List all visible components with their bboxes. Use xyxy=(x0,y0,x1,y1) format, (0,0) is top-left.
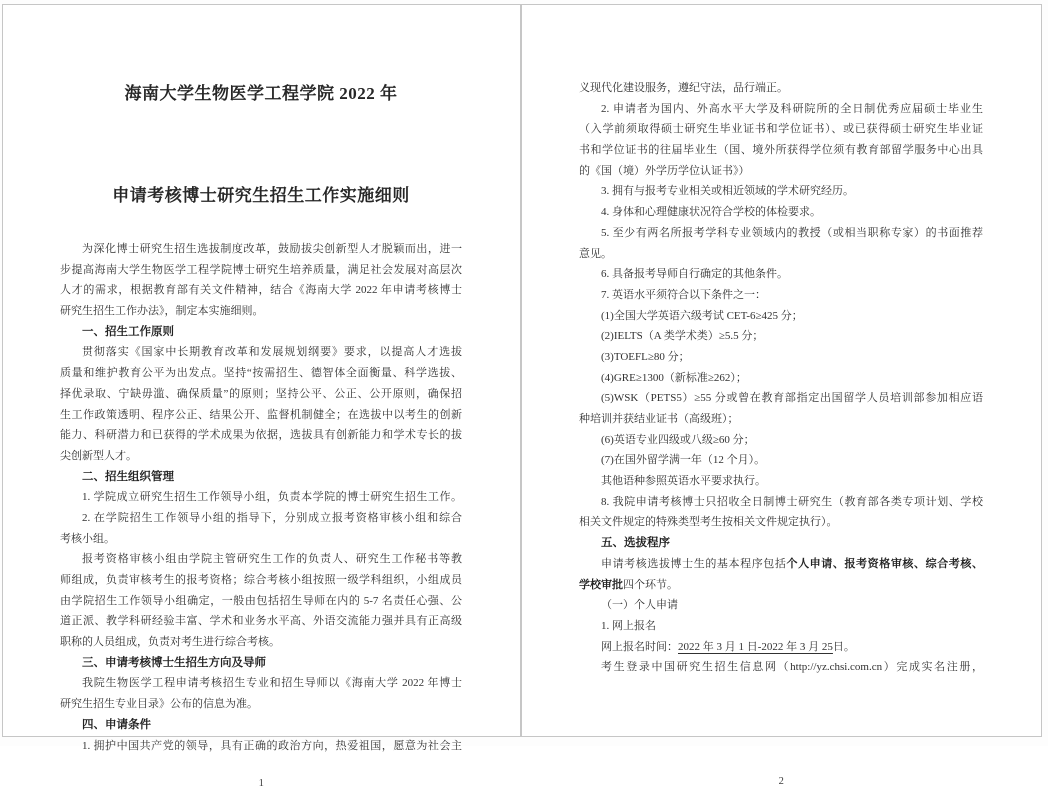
text-line: 贯彻落实《国家中长期教育改革和发展规划纲要》要求，以提高人才选拔 xyxy=(82,346,462,359)
text-line: 2. 申请者为国内、外高水平大学及科研院所的全日制优秀应届硕士毕业生 xyxy=(601,102,983,115)
list-item-english-abroad: (7)在国外留学满一年（12 个月）。 xyxy=(601,454,766,467)
text-line: 1. 网上报名 xyxy=(601,619,656,632)
list-item-english-tem: (6)英语专业四级或八级≥60 分； xyxy=(601,433,755,446)
document-title-line-1: 海南大学生物医学工程学院 2022 年 xyxy=(124,84,398,103)
text-line: 生工作政策透明、程序公正、结果公开、监督机制健全；在选拔中以考生的创新 xyxy=(60,408,462,421)
text-line: 4. 身体和心理健康状况符合学校的体检要求。 xyxy=(601,206,821,219)
page-2-body xyxy=(579,78,983,678)
underlined-date-range: 2022 年 3 月 1 日-2022 年 3 月 25 xyxy=(678,640,833,653)
text-line: 5. 至少有两名所报考学科专业领域内的教授（或相当职称专家）的书面推荐 xyxy=(601,226,983,239)
page-1-body xyxy=(60,239,462,756)
text-line: 相关文件规定的特殊类型考生按相关文件规定执行）。 xyxy=(579,516,838,529)
text-segment: 申请考核选拔博士生的基本程序包括 xyxy=(601,557,787,570)
list-item-english-wsk: (5)WSK（PETS5）≥55 分或曾在教育部指定出国留学人员培训部参加相应语 xyxy=(601,392,983,405)
text-line: 1. 拥护中国共产党的领导，具有正确的政治方向，热爱祖国，愿意为社会主 xyxy=(82,739,462,752)
bold-text-segment: 个人申请、报考资格审核、综合考核、 xyxy=(786,557,983,570)
text-line: 尖创新型人才。 xyxy=(60,449,137,462)
text-line: 7. 英语水平须符合以下条件之一： xyxy=(601,288,766,301)
text-line: 能力、科研潜力和已获得的学术成果为依据，选拔具有创新能力和学术专长的拔 xyxy=(60,429,462,442)
text-line: 考生登录中国研究生招生信息网（http://yz.chsi.com.cn）完成实名注册， xyxy=(601,661,983,674)
list-item-english-toefl: (3)TOEFL≥80 分； xyxy=(601,350,690,363)
bold-text-segment: 学校审批 xyxy=(579,578,623,591)
text-segment: 日。 xyxy=(832,640,855,653)
list-item-english-cet6: (1)全国大学英语六级考试 CET-6≥425 分； xyxy=(601,309,803,322)
text-line: 2. 在学院招生工作领导小组的指导下，分别成立报考资格审核小组和综合 xyxy=(82,511,462,524)
text-line: 职称的人员组成，负责对考生进行综合考核。 xyxy=(60,636,280,649)
text-line: 我院生物医学工程申请考核招生专业和招生导师以《海南大学 2022 年博士 xyxy=(82,677,462,690)
document-page-1 xyxy=(2,4,521,789)
text-line xyxy=(579,637,983,658)
text-line: 择优录取、宁缺毋滥、确保质量”的原则；坚持公平、公正、公开原则，确保招 xyxy=(60,387,462,400)
page-number: 2 xyxy=(778,776,785,787)
text-line: 6. 具备报考导师自行确定的其他条件。 xyxy=(601,268,788,281)
text-line: 研究生招生工作办法》，制定本实施细则。 xyxy=(60,305,264,318)
document-page-2 xyxy=(521,4,1042,787)
text-line: （入学前须取得硕士研究生毕业证书和学位证书）、或已获得硕士研究生毕业证 xyxy=(579,123,983,136)
text-line: 报考资格审核小组由学院主管研究生工作的负责人、研究生工作秘书等教 xyxy=(82,553,462,566)
document-title-line-2: 申请考核博士研究生招生工作实施细则 xyxy=(112,186,410,205)
text-line: 质量和维护教育公平为出发点。坚持“按需招生、德智体全面衡量、科学选拔、 xyxy=(60,367,462,380)
subsection-heading: （一）个人申请 xyxy=(601,599,678,612)
text-line: 考核小组。 xyxy=(60,532,115,545)
section-heading-2: 二、招生组织管理 xyxy=(82,470,174,483)
text-line: 研究生招生专业目录》公布的信息为准。 xyxy=(60,698,258,711)
text-line: 由学院招生工作领导小组确定，一般由包括招生导师在内的 5-7 名责任心强、公 xyxy=(60,594,462,607)
text-line: 种培训并获结业证书（高级班）； xyxy=(579,413,739,425)
list-item-english-ielts: (2)IELTS（A 类学术类）≥5.5 分； xyxy=(601,330,764,343)
section-heading-5: 五、选拔程序 xyxy=(601,537,670,550)
text-line: 8. 我院申请考核博士只招收全日制博士研究生（教育部各类专项计划、学校 xyxy=(601,495,983,508)
text-line: 师组成，负责审核考生的报考资格；综合考核小组按照一级学科组织，小组成员 xyxy=(60,574,462,586)
text-line: 的《国（境）外学历学位认证书》） xyxy=(579,164,750,177)
text-line: 书和学位证书的往届毕业生（国、境外所获得学位须有教育部留学服务中心出具 xyxy=(579,144,983,157)
section-heading-1: 一、招生工作原则 xyxy=(82,325,174,338)
text-line: 义现代化建设服务，遵纪守法，品行端正。 xyxy=(579,82,788,94)
page-number: 1 xyxy=(258,778,265,789)
text-line: 1. 学院成立研究生招生工作领导小组，负责本学院的博士研究生招生工作。 xyxy=(82,491,462,504)
text-line: 人才的需求，根据教育部有关文件精神，结合《海南大学 2022 年申请考核博士 xyxy=(60,284,462,297)
text-line: 其他语种参照英语水平要求执行。 xyxy=(601,475,766,488)
text-line: 步提高海南大学生物医学工程学院博士研究生培养质量，满足社会发展对高层次 xyxy=(60,263,462,276)
page-1-content xyxy=(3,80,520,811)
text-line: 道正派、教学科研经验丰富、学术和业务水平高、外语交流能力强并具有正高级 xyxy=(60,615,462,628)
list-item-english-gre: (4)GRE≥1300（新标准≥262）； xyxy=(601,371,747,384)
text-segment: 网上报名时间： xyxy=(601,640,678,653)
text-line: 3. 拥有与报考专业相关或相近领域的学术研究经历。 xyxy=(601,185,854,198)
section-heading-4: 四、申请条件 xyxy=(82,718,151,731)
text-line: 意见。 xyxy=(579,247,612,260)
text-line xyxy=(579,575,983,596)
text-segment: 四个环节。 xyxy=(623,578,678,591)
text-line: 为深化博士研究生招生选拔制度改革，鼓励拔尖创新型人才脱颖而出，进一 xyxy=(82,243,462,255)
text-line xyxy=(579,554,983,575)
page-2-content xyxy=(522,78,1041,809)
section-heading-3: 三、申请考核博士生招生方向及导师 xyxy=(82,656,266,669)
